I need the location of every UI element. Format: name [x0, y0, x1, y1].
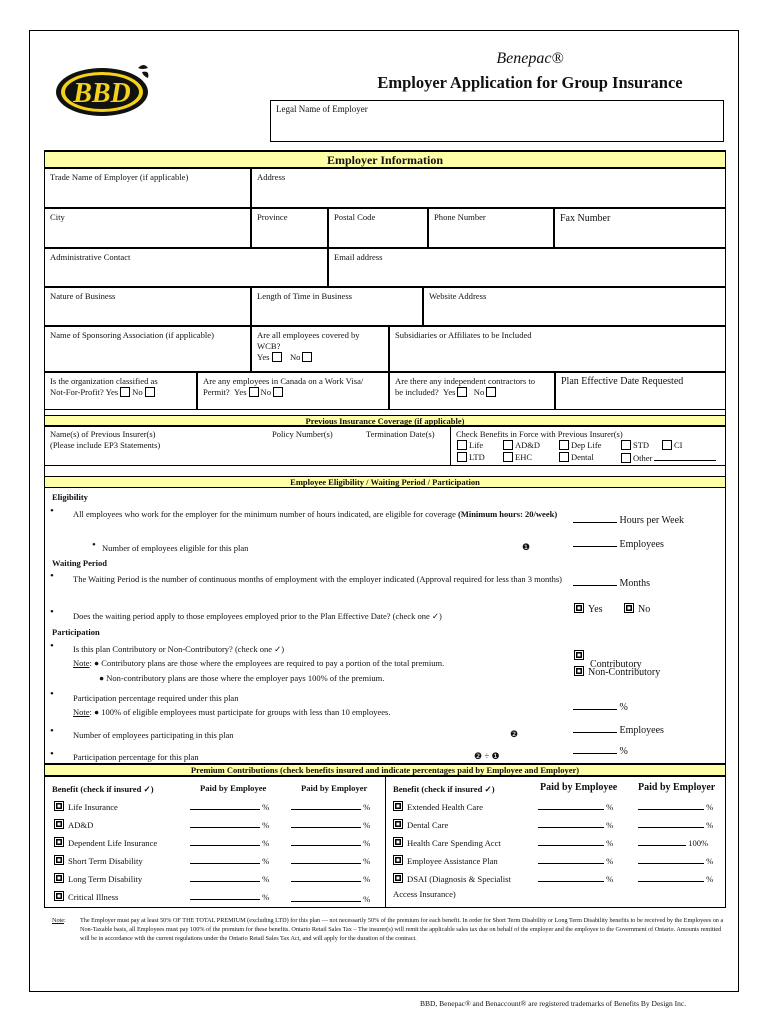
- num-eligible-label: Number of employees eligible for this plan: [102, 543, 249, 553]
- eligibility-header: Employee Eligibility / Waiting Period / Participation: [44, 476, 726, 488]
- pct-sign: %: [606, 820, 614, 830]
- logo-text: BBD: [73, 78, 131, 109]
- nfp-yes-label: Yes: [105, 387, 119, 397]
- bullet: •: [92, 539, 96, 551]
- page-title: Employer Application for Group Insurance: [377, 73, 683, 92]
- prev-deplife-label: Dep Life: [571, 440, 602, 450]
- dsai-employer-input[interactable]: [638, 873, 704, 882]
- add-label: AD&D: [68, 820, 94, 830]
- visa-yes-label: Yes: [234, 387, 247, 397]
- pct-sign: %: [706, 856, 714, 866]
- dsai-employee-input[interactable]: [538, 873, 604, 882]
- prev-other-input[interactable]: [654, 452, 716, 461]
- pct-sign: %: [606, 856, 614, 866]
- dsai-label: DSAI (Diagnosis & Specialist: [407, 874, 511, 884]
- waiting-yes-label: Yes: [588, 604, 603, 615]
- participation-heading: Participation: [52, 627, 100, 637]
- employer-col-left: Paid by Employer: [301, 783, 368, 793]
- benefit-col-right: Benefit (check if insured ✓): [393, 784, 495, 794]
- nfp-question: Is the organization classified as: [50, 376, 158, 386]
- hcsa-employee-input[interactable]: [538, 837, 604, 846]
- previous-insurance-header: Previous Insurance Coverage (if applicable): [44, 415, 726, 426]
- pct-sign: %: [706, 820, 714, 830]
- website-label: Website Address: [429, 291, 487, 301]
- pct-sign: %: [262, 856, 270, 866]
- waiting-prior-text: Does the waiting period apply to those employees employed prior to the Plan Effective Date? (check one ✓): [73, 611, 442, 621]
- contractors-no-label: No: [473, 387, 485, 397]
- effective-date-field[interactable]: [555, 372, 726, 410]
- length-field[interactable]: [251, 287, 423, 326]
- waiting-heading: Waiting Period: [52, 558, 108, 568]
- hours-label: Hours per Week: [619, 515, 685, 526]
- contractors-yes-checkbox[interactable]: [457, 387, 467, 397]
- website-field[interactable]: [423, 287, 726, 326]
- ehc-employee-input[interactable]: [538, 801, 604, 810]
- prev-ltd-label: LTD: [469, 452, 485, 462]
- visa-yes-checkbox[interactable]: [249, 387, 259, 397]
- life-insurance-checkbox[interactable]: [54, 801, 64, 811]
- wcb-yes-label: Yes: [257, 352, 270, 362]
- nature-label: Nature of Business: [50, 291, 116, 301]
- prev-ci-checkbox[interactable]: [662, 440, 672, 450]
- postal-code-label: Postal Code: [334, 212, 376, 222]
- deplife-employer-input[interactable]: [291, 837, 361, 846]
- visa-question-2: Permit?: [203, 387, 230, 397]
- eap-employer-input[interactable]: [638, 855, 704, 864]
- footer-note-label: Note: [52, 917, 65, 924]
- pct-sign: %: [262, 874, 270, 884]
- hcsa-employer-input[interactable]: [638, 837, 686, 846]
- eligibility-text: All employees who work for the employer for the minimum number of hours indicated, are eligible for coverage: [73, 509, 456, 519]
- employees-label: Employees: [619, 539, 664, 550]
- participating-input[interactable]: [573, 724, 617, 733]
- nfp-no-checkbox[interactable]: [145, 387, 155, 397]
- nfp-field: [44, 372, 197, 410]
- ltd-checkbox[interactable]: [54, 873, 64, 883]
- address-field[interactable]: [251, 168, 726, 208]
- deplife-employee-input[interactable]: [190, 837, 260, 846]
- employer-col-right: Paid by Employer: [638, 782, 716, 793]
- bullet: •: [50, 725, 54, 737]
- note-label: Note: [73, 658, 90, 668]
- marker-2: ❷: [510, 729, 519, 739]
- prev-dental-checkbox[interactable]: [559, 452, 569, 462]
- legal-name-label: Legal Name of Employer: [276, 104, 368, 114]
- add-checkbox[interactable]: [54, 819, 64, 829]
- pct-sign: %: [363, 894, 371, 904]
- wcb-question-2: WCB?: [257, 341, 281, 351]
- effective-date-label: Plan Effective Date Requested: [561, 376, 684, 387]
- waiting-yes-checkbox[interactable]: [574, 603, 584, 613]
- pct-plan-label: Participation percentage for this plan: [73, 752, 199, 762]
- noncontributory-checkbox[interactable]: [574, 666, 584, 676]
- waiting-text: The Waiting Period is the number of continuous months of employment with the employer indicated (Approval required for less than 3 months): [73, 574, 562, 584]
- subsidiaries-field[interactable]: [389, 326, 726, 372]
- nfp-yes-checkbox[interactable]: [120, 387, 130, 397]
- contributory-label: Contributory: [590, 659, 642, 670]
- note-label: Note: [73, 707, 90, 717]
- prev-std-label: STD: [633, 440, 650, 450]
- noncontrib-note: Non-contributory plans are those where the employer pays 100% of the premium.: [106, 673, 385, 683]
- ltd-employee-input[interactable]: [190, 873, 260, 882]
- address-label: Address: [257, 172, 286, 182]
- eap-label: Employee Assistance Plan: [407, 856, 498, 866]
- life-insurance-label: Life Insurance: [68, 802, 118, 812]
- visa-field: [197, 372, 389, 410]
- bullet: •: [50, 640, 54, 652]
- visa-question: Are any employees in Canada on a Work Visa/: [203, 376, 364, 386]
- contractors-question-2: be included?: [395, 387, 439, 397]
- length-label: Length of Time in Business: [257, 291, 353, 301]
- bullet: •: [50, 570, 54, 582]
- ltd-employer-input[interactable]: [291, 873, 361, 882]
- sponsoring-label: Name of Sponsoring Association (if applicable): [50, 330, 214, 340]
- contrib-note: Contributory plans are those where the employees are required to pay a portion of the total premium.: [101, 658, 445, 668]
- noncontributory-label: Non-Contributory: [588, 667, 661, 678]
- benefit-col-left: Benefit (check if insured ✓): [52, 784, 154, 794]
- dental-employer-input[interactable]: [638, 819, 704, 828]
- prev-add-label: AD&D: [515, 440, 541, 450]
- marker-1: ❶: [522, 542, 531, 552]
- hours-input[interactable]: [573, 514, 617, 523]
- dental-checkbox[interactable]: [393, 819, 403, 829]
- bullet: •: [50, 606, 54, 618]
- add-employee-input[interactable]: [190, 819, 260, 828]
- contractors-yes-label: Yes: [442, 387, 456, 397]
- prev-ci-label: CI: [674, 440, 683, 450]
- months-input[interactable]: [573, 577, 617, 586]
- employees-eligible-input[interactable]: [573, 538, 617, 547]
- ci-employee-input[interactable]: [190, 891, 260, 900]
- prev-insurers-note: (Please include EP3 Statements): [50, 440, 161, 450]
- premium-header: Premium Contributions (check benefits insured and indicate percentages paid by Employee and Employer): [44, 764, 726, 776]
- wcb-yes-checkbox[interactable]: [272, 352, 282, 362]
- pct-sign: %: [363, 802, 371, 812]
- months-label: Months: [619, 578, 651, 589]
- pct-sign: %: [363, 856, 371, 866]
- contractors-no-checkbox[interactable]: [486, 387, 496, 397]
- ehc-checkbox[interactable]: [393, 801, 403, 811]
- pct-required-label: Participation percentage required under this plan: [73, 693, 239, 703]
- life-employee-input[interactable]: [190, 801, 260, 810]
- pct-sign: %: [262, 820, 270, 830]
- pct-sign: %: [363, 838, 371, 848]
- employee-col-right: Paid by Employee: [540, 782, 618, 793]
- contributory-checkbox[interactable]: [574, 650, 584, 660]
- nfp-question-2: Not-For-Profit?: [50, 387, 104, 397]
- wcb-no-checkbox[interactable]: [302, 352, 312, 362]
- prev-ehc-checkbox[interactable]: [503, 452, 513, 462]
- divider: [450, 426, 451, 466]
- prev-life-checkbox[interactable]: [457, 440, 467, 450]
- prev-std-checkbox[interactable]: [621, 440, 631, 450]
- visa-no-label: No: [260, 387, 272, 397]
- trade-name-label: Trade Name of Employer (if applicable): [50, 172, 189, 182]
- marker-3: ❷ ÷ ❶: [474, 751, 500, 761]
- pct-sign: %: [606, 874, 614, 884]
- province-label: Province: [257, 212, 288, 222]
- ehc-label: Extended Health Care: [407, 802, 483, 812]
- subsidiaries-label: Subsidiaries or Affiliates to be Included: [395, 330, 532, 340]
- ltd-label: Long Term Disability: [68, 874, 143, 884]
- bullet: •: [50, 505, 54, 517]
- bullet: •: [50, 688, 54, 700]
- pct-required-input[interactable]: [573, 701, 617, 710]
- pct-sign: %: [363, 820, 371, 830]
- sponsoring-field[interactable]: [44, 326, 251, 372]
- termination-label: Termination Date(s): [366, 429, 435, 439]
- dental-label: Dental Care: [407, 820, 449, 830]
- std-employee-input[interactable]: [190, 855, 260, 864]
- employees-label: Employees: [619, 725, 664, 736]
- wcb-no-label: No: [289, 352, 301, 362]
- fax-field[interactable]: [554, 208, 726, 248]
- pct-sign: %: [262, 892, 270, 902]
- pct-sign: %: [706, 802, 714, 812]
- employer-info-header: Employer Information: [44, 151, 726, 168]
- percent-sign: %: [619, 746, 628, 757]
- wcb-field: [251, 326, 389, 372]
- prev-other-checkbox[interactable]: [621, 453, 631, 463]
- employee-col-left: Paid by Employee: [200, 783, 267, 793]
- add-employer-input[interactable]: [291, 819, 361, 828]
- std-checkbox[interactable]: [54, 855, 64, 865]
- pct-sign: %: [262, 838, 270, 848]
- admin-contact-label: Administrative Contact: [50, 252, 131, 262]
- admin-contact-field[interactable]: [44, 248, 328, 287]
- nature-field[interactable]: [44, 287, 251, 326]
- pct-sign: %: [606, 802, 614, 812]
- std-label: Short Term Disability: [68, 856, 143, 866]
- waiting-no-label: No: [638, 604, 651, 615]
- prev-ltd-checkbox[interactable]: [457, 452, 467, 462]
- waiting-no-checkbox[interactable]: [624, 603, 634, 613]
- pct-sign: %: [606, 838, 614, 848]
- dependent-life-checkbox[interactable]: [54, 837, 64, 847]
- dsai-checkbox[interactable]: [393, 873, 403, 883]
- email-field[interactable]: [328, 248, 726, 287]
- eligibility-min-hours: (Minimum hours: 20/week): [457, 509, 558, 519]
- policy-number-label: Policy Number(s): [272, 429, 333, 439]
- city-label: City: [50, 212, 65, 222]
- critical-illness-checkbox[interactable]: [54, 891, 64, 901]
- dsai-label-2: Access Insurance): [393, 889, 456, 899]
- brand-name: Benepac®: [496, 50, 564, 67]
- prev-deplife-checkbox[interactable]: [559, 440, 569, 450]
- premium-divider: [385, 776, 386, 908]
- contractors-question: Are there any independent contractors to: [395, 376, 536, 386]
- contractors-field: [389, 372, 555, 410]
- hcsa-label: Health Care Spending Acct: [407, 838, 501, 848]
- dental-employee-input[interactable]: [538, 819, 604, 828]
- eap-checkbox[interactable]: [393, 855, 403, 865]
- critical-illness-label: Critical Illness: [68, 892, 119, 902]
- hcsa-employer-value: 100%: [688, 838, 709, 848]
- prev-insurers-label: Name(s) of Previous Insurer(s): [50, 429, 156, 439]
- pct-sign: %: [706, 874, 714, 884]
- footer-note-text: The Employer must pay at least 50% OF THE TOTAL PREMIUM (excluding LTD) for this plan — not necessarily 50% of the premium for each benefit. In order for Short Term Disability or Long Term Disability benefits to be received by the Employees on a Non-Taxable basis, all Employees must pay 100% of the premium for these benefits. Ontario Retail Sales Tax – The insurer(s) will remit the applicable sales tax due on behalf of the employer and the employee to the Government of Ontario. Amounts remitted will be in accordance with the current regulations under the Ontario Retail Sales Tax Act, and will apply for the duration of the contract.: [80, 917, 724, 942]
- prev-add-checkbox[interactable]: [503, 440, 513, 450]
- phone-field[interactable]: [428, 208, 554, 248]
- postal-code-field[interactable]: [328, 208, 428, 248]
- ehc-employer-input[interactable]: [638, 801, 704, 810]
- ci-employer-input[interactable]: [291, 893, 361, 902]
- eap-employee-input[interactable]: [538, 855, 604, 864]
- eligibility-heading: Eligibility: [52, 492, 88, 502]
- pct-note: 100% of eligible employees must participate for groups with less than 10 employees.: [101, 707, 391, 717]
- pct-sign: %: [262, 802, 270, 812]
- prev-dental-label: Dental: [571, 452, 594, 462]
- dependent-life-label: Dependent Life Insurance: [68, 838, 158, 848]
- prev-other-label: Other: [633, 453, 653, 463]
- check-benefits-label: Check Benefits in Force with Previous Insurer(s): [456, 429, 623, 439]
- percent-sign: %: [619, 702, 628, 713]
- email-label: Email address: [334, 252, 383, 262]
- contrib-question: Is this plan Contributory or Non-Contributory? (check one ✓): [73, 644, 285, 654]
- prev-ehc-label: EHC: [515, 452, 532, 462]
- hcsa-checkbox[interactable]: [393, 837, 403, 847]
- city-field[interactable]: [44, 208, 251, 248]
- prev-life-label: Life: [469, 440, 484, 450]
- bullet: •: [50, 748, 54, 760]
- life-employer-input[interactable]: [291, 801, 361, 810]
- pct-plan-input[interactable]: [573, 745, 617, 754]
- bbd-logo: [50, 60, 160, 120]
- province-field[interactable]: [251, 208, 328, 248]
- pct-sign: %: [363, 874, 371, 884]
- fax-label: Fax Number: [560, 213, 611, 224]
- std-employer-input[interactable]: [291, 855, 361, 864]
- wcb-question: Are all employees covered by: [257, 330, 360, 340]
- legal-name-field[interactable]: [270, 100, 724, 142]
- visa-no-checkbox[interactable]: [273, 387, 283, 397]
- nfp-no-label: No: [132, 387, 143, 397]
- num-participating-label: Number of employees participating in this plan: [73, 730, 234, 740]
- trademark-footer: BBD, Benepac® and Benaccount® are registered trademarks of Benefits By Design Inc.: [420, 999, 687, 1008]
- phone-label: Phone Number: [434, 212, 486, 222]
- trade-name-field[interactable]: [44, 168, 251, 208]
